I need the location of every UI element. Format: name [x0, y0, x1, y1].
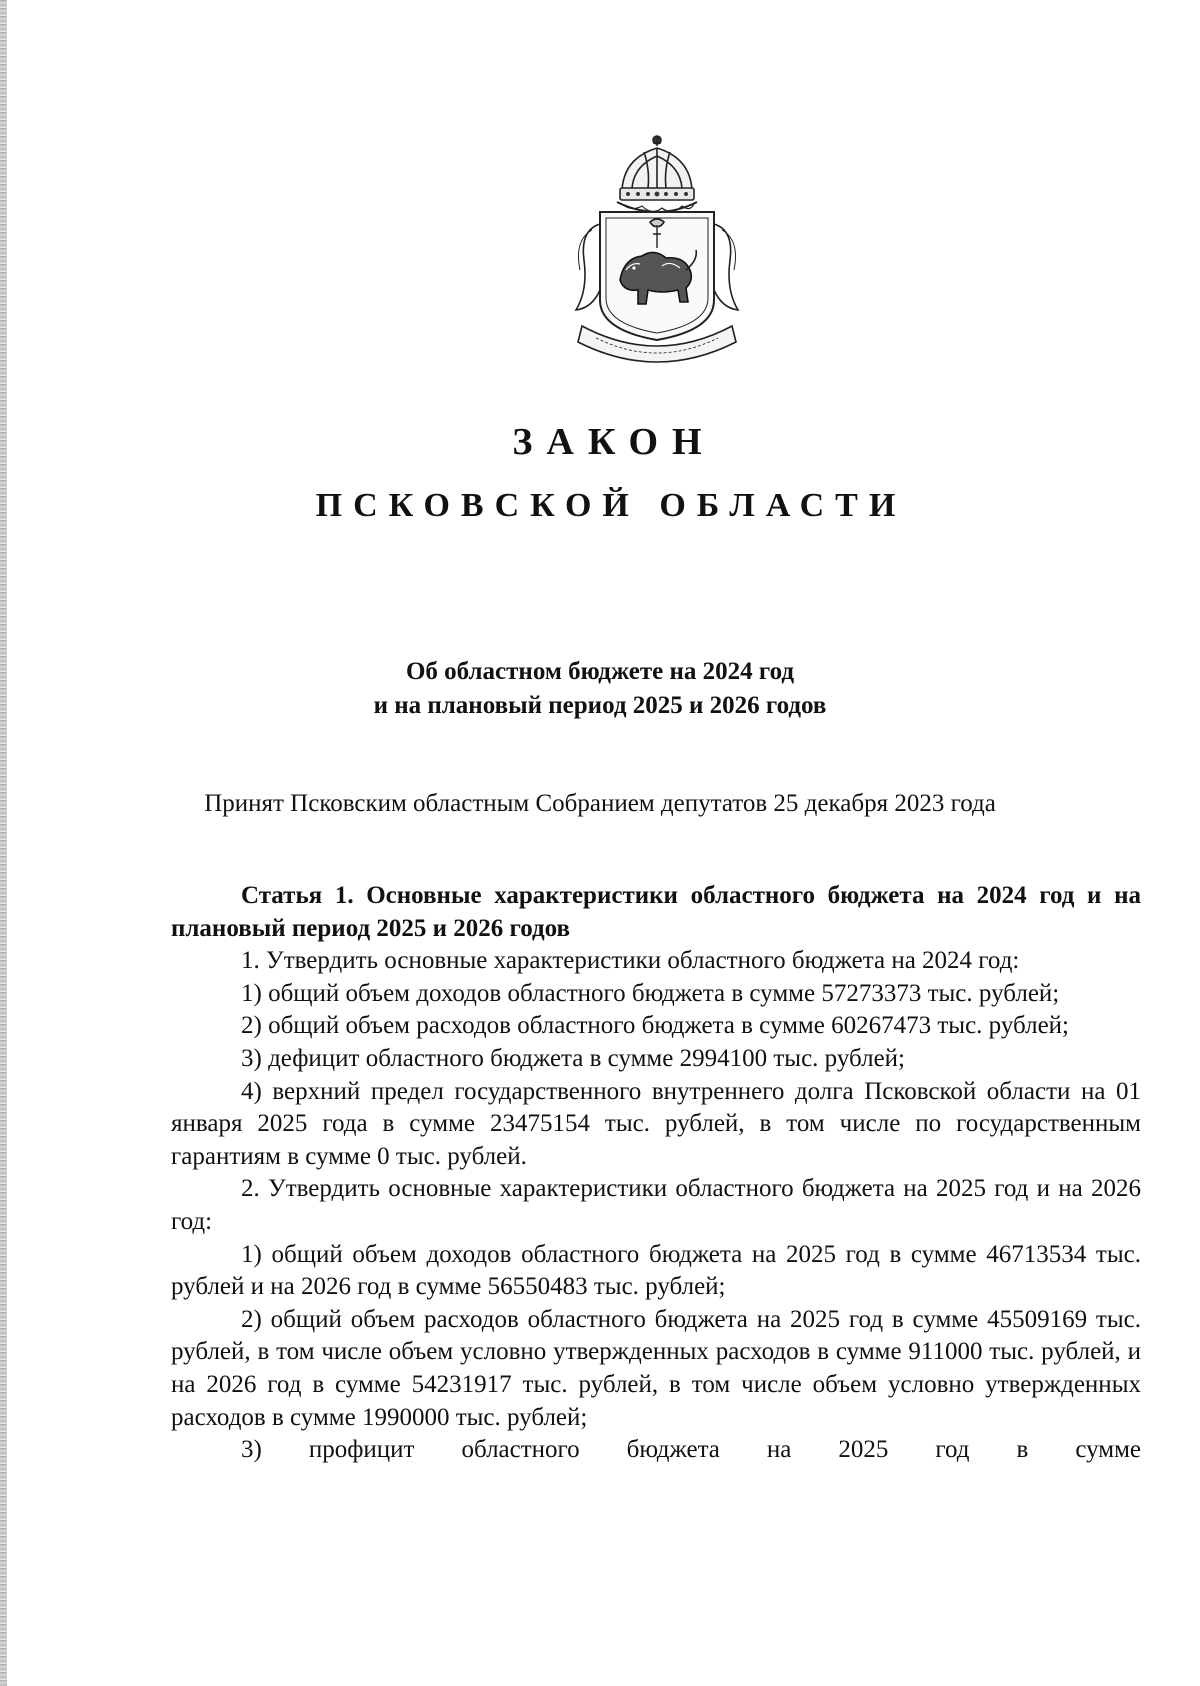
paragraph-2: 2. Утвердить основные характеристики областного бюджета на 2025 год и на 2026 год: — [171, 1175, 1141, 1235]
document-heading-law: ЗАКОН — [512, 421, 716, 463]
paragraph-2-item-1: 1) общий объем доходов областного бюджета на 2025 год в сумме 46713534 тыс. рублей и на 2026 год в сумме 56550483 тыс. рублей; — [171, 1240, 1141, 1301]
coat-of-arms-icon — [562, 130, 752, 370]
law-title-line-1: Об областном бюджете на 2024 год — [405, 658, 795, 685]
law-body — [171, 880, 1141, 1467]
paragraph-1: 1. Утвердить основные характеристики областного бюджета на 2024 год: — [241, 947, 1020, 975]
article-1-title: Статья 1. Основные характеристики областного бюджета на 2024 год и на плановый период 2025 и 2026 годов — [171, 882, 1141, 942]
law-title — [0, 655, 1200, 723]
adoption-note: Принят Псковским областным Собранием депутатов 25 декабря 2023 года — [204, 790, 996, 817]
paragraph-1-item-2: 2) общий объем расходов областного бюджета в сумме 60267473 тыс. рублей; — [241, 1012, 1070, 1040]
paragraph-1-item-4: 4) верхний предел государственного внутреннего долга Псковской области на 01 января 2025 года в сумме 23475154 тыс. рублей, в том числе по государственным гарантиям в сумме 0 тыс. рублей. — [171, 1077, 1141, 1170]
law-title-line-2: и на плановый период 2025 и 2026 годов — [373, 692, 827, 719]
scan-edge — [0, 0, 7, 1686]
document-heading-region: ПСКОВСКОЙ ОБЛАСТИ — [315, 487, 907, 524]
paragraph-1-item-3: 3) дефицит областного бюджета в сумме 2994100 тыс. рублей; — [241, 1044, 906, 1072]
paragraph-2-item-2: 2) общий объем расходов областного бюджета на 2025 год в сумме 45509169 тыс. рублей, в том числе объем условно утвержденных расходов в сумме 911000 тыс. рублей, и на 2026 год в сумме 54231917 тыс. рублей, в том числе объем условно утвержденных расходов в сумме 1990000 тыс. рублей; — [171, 1305, 1141, 1431]
paragraph-1-item-1: 1) общий объем доходов областного бюджета в сумме 57273373 тыс. рублей; — [241, 979, 1060, 1007]
paragraph-2-item-3: 3) профицит областного бюджета на 2025 год в сумме — [241, 1436, 1141, 1464]
